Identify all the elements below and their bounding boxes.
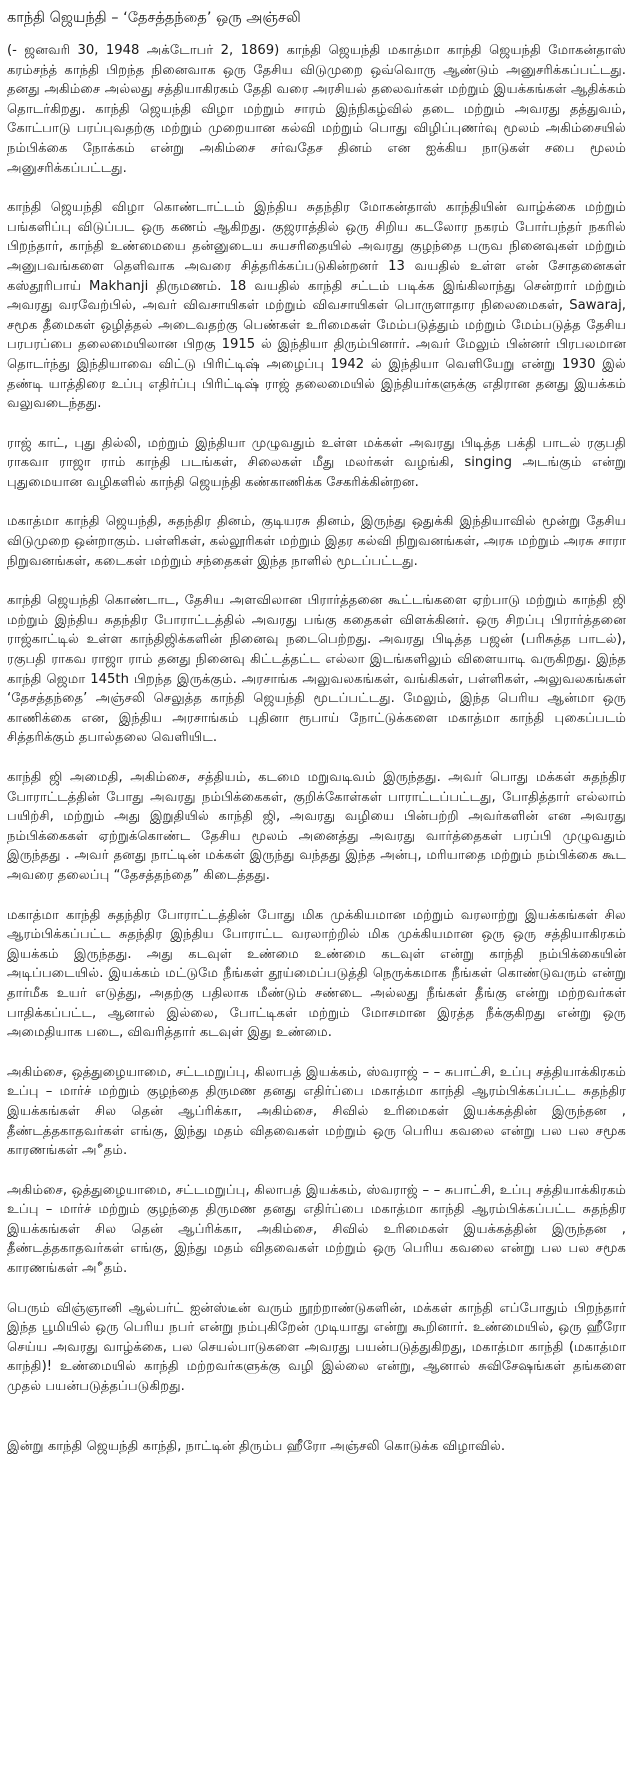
paragraph: மகாத்மா காந்தி ஜெயந்தி, சுதந்திர தினம், குடியரசு தினம், இருந்து ஒதுக்கி இந்தியாவில் மூன்று தேசிய விடுமுறை ஒன்றாகும். பள்ளிகள், கல்லூரிகள் மற்றும் இதர கல்வி நிறுவனங்கள், அரசு மற்றும் அரசு சாரா நிறுவனங்கள், கடைகள் மற்றும் சந்தைகள் இந்த நாளில் மூடப்பட்டது. — [7, 514, 626, 569]
paragraph: அகிம்சை, ஒத்துழையாமை, சட்டமறுப்பு, கிலாபத் இயக்கம், ஸ்வராஜ் – – சுபாட்சி, உப்பு சத்தியாக்கிரகம் உப்பு – மார்ச் மற்றும் குழந்தை திருமண தனது எதிர்ப்பை மகாத்மா காந்தி ஆரம்பிக்கப்பட்ட சுதந்திர இயக்கங்கள் சில தென் ஆப்ரிக்கா, அகிம்சை, சிவில் உரிமைகள் இயக்கத்தின் இருந்தன , தீண்டத்தகாதவர்கள் எங்கு, இந்து மதம் விதவைகள் மற்றும் ஒரு பெரிய கவலை என்று பல பல சமூக காரணங்கள் அீதம். — [7, 1182, 626, 1277]
closing-paragraph: இன்று காந்தி ஜெயந்தி காந்தி, நாட்டின் திரும்ப ஹீரோ அஞ்சலி கொடுக்க விழாவில். — [7, 1438, 506, 1454]
paragraph: மகாத்மா காந்தி சுதந்திர போராட்டத்தின் போது மிக முக்கியமான மற்றும் வரலாற்று இயக்கங்கள் சில ஆரம்பிக்கப்பட்ட சுதந்திர இந்திய போராட்ட வரலாற்றில் மிக முக்கியமான ஒரு ஒரு சத்தியாகிரகம் இயக்கம் இருந்தது. அது கடவுள் உண்மை உண்மை கடவுள் என்று காந்தி நம்பிக்கையின் அடிப்படையில். இயக்கம் மட்டுமே நீங்கள் தூய்மைப்படுத்தி நெருக்கமாக நீங்கள் கொண்டுவரும் என்று தார்மீக உயர் எடுத்து, அதற்கு பதிலாக மீண்டும் சண்டை அல்லது நீங்கள் தீங்கு என்று மற்றவர்கள் பாதிக்கப்பட்ட, ஆனால் இல்லை, போட்டிகள் மற்றும் மோசமான இரத்த நீக்குகிறது என்று ஒரு அமைதியாக படை, விவரித்தார் கடவுள் இது உண்மை. — [7, 907, 626, 1041]
paragraph: அகிம்சை, ஒத்துழையாமை, சட்டமறுப்பு, கிலாபத் இயக்கம், ஸ்வராஜ் – – சுபாட்சி, உப்பு சத்தியாக்கிரகம் உப்பு – மார்ச் மற்றும் குழந்தை திருமண தனது எதிர்ப்பை மகாத்மா காந்தி ஆரம்பிக்கப்பட்ட சுதந்திர இயக்கங்கள் சில தென் ஆப்ரிக்கா, அகிம்சை, சிவில் உரிமைகள் இயக்கத்தின் இருந்தன , தீண்டத்தகாதவர்கள் எங்கு, இந்து மதம் விதவைகள் மற்றும் ஒரு பெரிய கவலை என்று பல பல சமூக காரணங்கள் அீதம். — [7, 1064, 626, 1159]
paragraph: பெரும் விஞ்ஞானி ஆல்பர்ட் ஐன்ஸ்டீன் வரும் நூற்றாண்டுகளின், மக்கள் காந்தி எப்போதும் பிறந்தார் இந்த பூமியில் ஒரு பெரிய நபர் என்று நம்புகிறேன் முடியாது என்று கூறினார். உண்மையில், ஒரு ஹீரோ செய்ய அவரது வாழ்க்கை, பல செயல்பாடுகளை அவரது பயன்படுத்துகிறது, மகாத்மா காந்தி (மகாத்மா காந்தி)! உண்மையில் காந்தி மற்றவர்களுக்கு வழி இல்லை என்று, ஆனால் சுவிசேஷங்கள் தங்களை முதல் பயன்படுத்தப்படுகிறது. — [7, 1300, 626, 1395]
paragraph: காந்தி ஜி அமைதி, அகிம்சை, சத்தியம், கடமை மறுவடிவம் இருந்தது. அவர் பொது மக்கள் சுதந்திர போராட்டத்தின் போது அவரது நம்பிக்கைகள், குறிக்கோள்கள் பாராட்டப்பட்டது, போதித்தார் எல்லாம் பயிற்சி, மற்றும் அது இறுதியில் காந்தி ஜி, அவரது வழியை பின்பற்றி அவர்களின் என அவரது நம்பிக்கைகள் ஏற்றுக்கொண்ட தேசிய மூலம் அனைத்து அவரது வார்த்தைகள் பரப்பி முழுவதும் இருந்தது . அவர் தனது நாட்டின் மக்கள் இருந்து வந்தது இந்த அன்பு, மரியாதை மற்றும் நம்பிக்கை கூட அவரை தலைப்பு “தேசத்தந்தை” கிடைத்தது. — [7, 770, 626, 883]
page-title: காந்தி ஜெயந்தி – ‘தேசத்தந்தை’ ஒரு அஞ்சலி — [7, 10, 301, 26]
paragraph: காந்தி ஜெயந்தி கொண்டாட, தேசிய அளவிலான பிரார்த்தனை கூட்டங்களை ஏற்பாடு மற்றும் காந்தி ஜி மற்றும் இந்திய சுதந்திர போராட்டத்தில் அவரது பங்கு கதைகள் விளக்கினர். ஒரு சிறப்பு பிரார்த்தனை ராஜ்காட்டில் உள்ள காந்திஜிக்களின் நினைவு நடைபெற்றது. அவரது பிடித்த பஜன் (பரிசுத்த பாடல்), ரகுபதி ராகவ ராஜா ராம் தனது நினைவு கிட்டத்தட்ட எல்லா இடங்களிலும் விளையாடி வருகிறது. இந்த காந்தி ஜெமா 145th பிறந்த இருக்கும். அரசாங்க அலுவலகங்கள், வங்கிகள், பள்ளிகள், அலுவலகங்கள் ‘தேசத்தந்தை’ அஞ்சலி செலுத்த காந்தி ஜெயந்தி மூடப்பட்டது. மேலும், இந்த பெரிய ஆன்மா ஒரு காணிக்கை என, இந்திய அரசாங்கம் புதினா ரூபாய் நோட்டுக்களை மகாத்மா காந்தி புகைப்படம் சித்தரிக்கும் தபால்தலை வெளியிட. — [7, 593, 626, 746]
paragraph: ராஜ் காட், புது தில்லி, மற்றும் இந்தியா முழுவதும் உள்ள மக்கள் அவரது பிடித்த பக்தி பாடல் ரகுபதி ராகவா ராஜா ராம் காந்தி படங்கள், சிலைகள் மீது மலர்கள் வழங்கி, singing அடங்கும் என்று புதுமையான வழிகளில் காந்தி ஜெயந்தி கண்காணிக்க சேகரிக்கின்றன. — [7, 435, 626, 490]
paragraph: காந்தி ஜெயந்தி விழா கொண்டாட்டம் இந்திய சுதந்திர மோகன்தாஸ் காந்தியின் வாழ்க்கை மற்றும் பங்களிப்பு விடுப்பட ஒரு கணம் ஆகிறது. குஜராத்தில் ஒரு சிறிய கடலோர நகரம் போர்பந்தர் நகரில் பிறந்தார், காந்தி உண்மையை தன்னுடைய சுயசரிதையில் அவரது குழந்தை பருவ நினைவுகள் மற்றும் அனுபவங்களை தெளிவாக அவரை சித்தரிக்கப்படுகின்றனர் 13 வயதில் உள்ள என் சோதனைகள் கஸ்தூரிபாய் Makhanji திருமணம். 18 வயதில் காந்தி சட்டம் படிக்க இங்கிலாந்து சென்றார் மற்றும் அவரது வரவேற்பில், அவர் விவசாயிகள் மற்றும் விவசாயிகள் பொருளாதார நிலைமைகள், Sawaraj, சமூக தீமைகள் ஒழித்தல் அடைவதற்கு பெண்கள் உரிமைகள் மேம்படுத்தும் மற்றும் மேம்படுத்த தேசிய பரபரப்பை தலைமையிலான பிறகு 1915 ல் இந்தியா திரும்பினார். அவர் மேலும் பின்னர் பிரபலமான தொடர்ந்து இந்தியாவை விட்டு பிரிட்டிஷ் அழைப்பு 1942 ல் இந்தியா வெளியேறு என்று 1930 இல் தண்டி யாத்திரை உப்பு எதிர்ப்பு பிரிட்டிஷ் ராஜ் தலைமையில் இந்தியர்களுக்கு எதிரான தனது இயக்கம் வலுவடைந்தது. — [7, 200, 626, 412]
paragraph: (- ஜனவரி 30, 1948 அக்டோபர் 2, 1869) காந்தி ஜெயந்தி மகாத்மா காந்தி ஜெயந்தி மோகன்தாஸ் கரம்சந்த் காந்தி பிறந்த நினைவாக ஒரு தேசிய விடுமுறை ஒவ்வொரு ஆண்டும் அனுசரிக்கப்பட்டது. தனது அகிம்சை அல்லது சத்தியாகிரகம் தேதி வரை அரசியல் தலைவர்கள் மற்றும் இயக்கங்கள் ஆதிக்கம் தொடர்கிறது. காந்தி ஜெயந்தி விழா மற்றும் சாரம் இந்நிகழ்வில் தடை மற்றும் அவரது தத்துவம், கோட்பாடு பரப்புவதற்கு மற்றும் முறையான கல்வி மற்றும் பொது விழிப்புணர்வு மூலம் அகிம்சையில் நம்பிக்கை நோக்கம் என்று அகிம்சை சர்வதேச தினம் என ஐக்கிய நாடுகள் சபை மூலம் அனுசரிக்கப்பட்டது. — [7, 43, 626, 176]
